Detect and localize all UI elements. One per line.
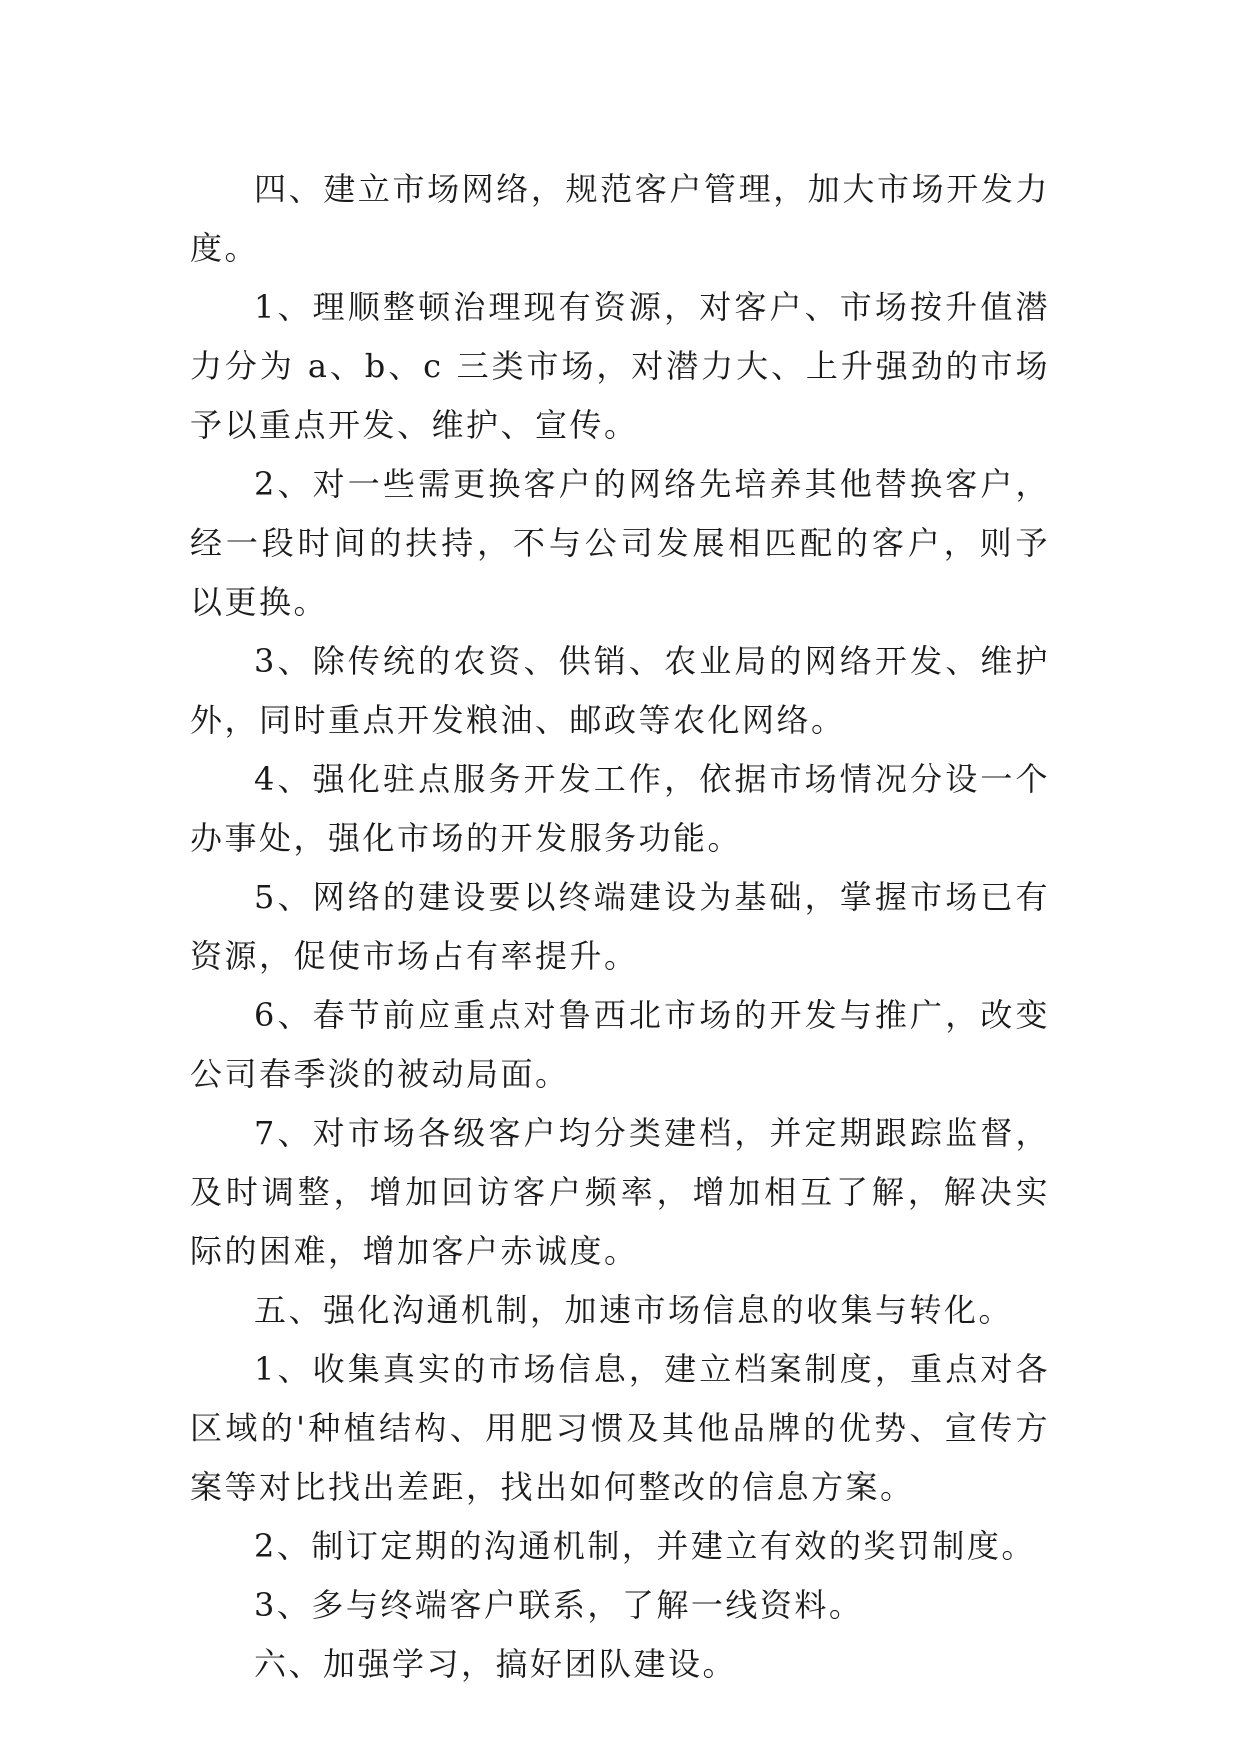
paragraph-item-4-4: 4、强化驻点服务开发工作，依据市场情况分设一个办事处，强化市场的开发服务功能。	[190, 760, 1050, 857]
paragraph-item-4-7: 7、对市场各级客户均分类建档，并定期跟踪监督，及时调整，增加回访客户频率，增加相互了解，解决实际的困难，增加客户赤诚度。	[190, 1114, 1050, 1270]
paragraph-item-4-2: 2、对一些需更换客户的网络先培养其他替换客户，经一段时间的扶持，不与公司发展相匹配的客户，则予以更换。	[190, 465, 1050, 621]
paragraph-item-5-3: 3、多与终端客户联系，了解一线资料。	[254, 1586, 864, 1624]
section-heading-5: 五、强化沟通机制，加速市场信息的收集与转化。	[254, 1291, 1014, 1329]
paragraph-item-5-2: 2、制订定期的沟通机制，并建立有效的奖罚制度。	[254, 1527, 1036, 1565]
section-heading-6: 六、加强学习，搞好团队建设。	[254, 1645, 738, 1683]
paragraph-item-4-5: 5、网络的建设要以终端建设为基础，掌握市场已有资源，促使市场占有率提升。	[190, 878, 1050, 975]
paragraph-item-5-1: 1、收集真实的市场信息，建立档案制度，重点对各区域的'种植结构、用肥习惯及其他品牌的优势、宣传方案等对比找出差距，找出如何整改的信息方案。	[190, 1350, 1050, 1506]
paragraph-item-4-1: 1、理顺整顿治理现有资源，对客户、市场按升值潜力分为 a、b、c 三类市场，对潜力大、上升强劲的市场予以重点开发、维护、宣传。	[190, 288, 1050, 444]
paragraph-item-4-6: 6、春节前应重点对鲁西北市场的开发与推广，改变公司春季淡的被动局面。	[190, 996, 1050, 1093]
document-body	[190, 160, 1050, 1694]
section-heading-4: 四、建立市场网络，规范客户管理，加大市场开发力度。	[190, 170, 1050, 267]
paragraph-item-4-3: 3、除传统的农资、供销、农业局的网络开发、维护外，同时重点开发粮油、邮政等农化网络。	[190, 642, 1050, 739]
